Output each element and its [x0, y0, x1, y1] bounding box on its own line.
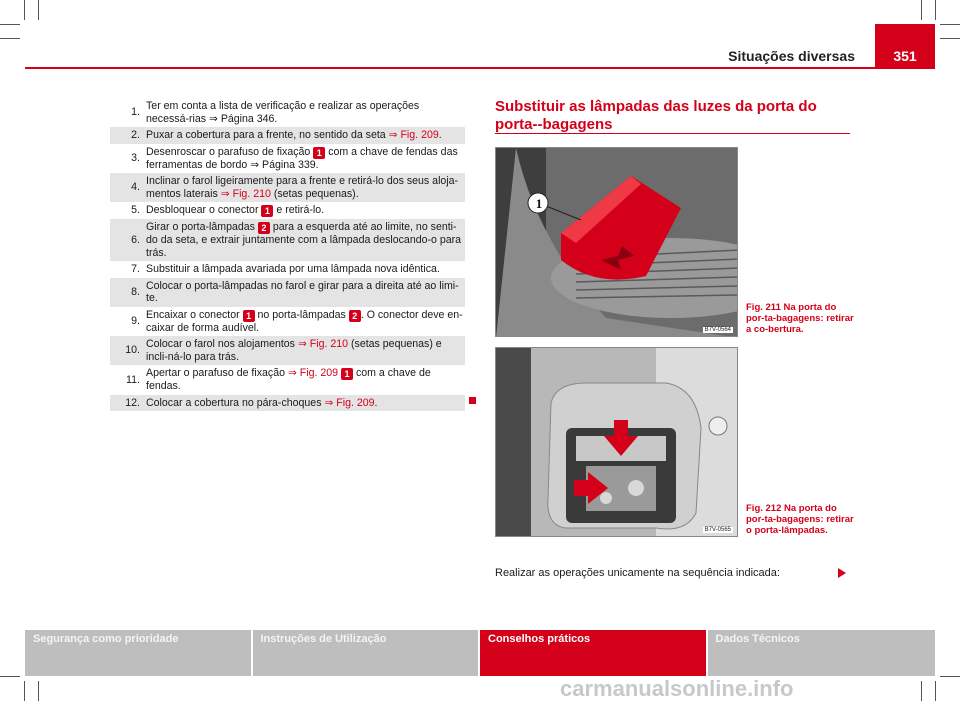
step-row — [110, 336, 465, 365]
figure-211-caption: Fig. 211 Na porta do por-ta-bagagens: retirar a co-bertura. — [746, 302, 854, 335]
step-list — [110, 98, 465, 411]
step-text — [144, 173, 465, 202]
step-text — [144, 202, 465, 219]
crop-mark — [935, 0, 936, 20]
step-text-run: e retirá-lo. — [273, 204, 325, 216]
instruction-text: Realizar as operações unicamente na sequência indicada: — [495, 567, 780, 579]
step-text-run: Colocar o porta-lâmpadas no farol e girar para a direita até ao limi-te. — [146, 279, 459, 304]
crop-mark — [935, 681, 936, 701]
figure-reference-link[interactable]: ⇒ Fig. 209 — [388, 129, 439, 141]
crop-mark — [24, 0, 25, 20]
step-number: 9. — [131, 315, 140, 327]
step-text — [144, 219, 465, 261]
step-text-run: Puxar a cobertura para a frente, no sentido da seta — [146, 129, 389, 141]
step-row — [110, 173, 465, 202]
section-title: Substituir as lâmpadas das luzes da porta do porta--bagagens — [495, 98, 817, 133]
step-row — [110, 219, 465, 261]
figure-212-image — [495, 347, 738, 537]
footer-nav — [25, 630, 935, 676]
step-text — [144, 336, 465, 365]
step-number: 1. — [131, 106, 140, 119]
step-text-run: Encaixar o conector — [146, 308, 243, 321]
figure-211-callout: 1 — [535, 196, 543, 211]
step-text — [144, 144, 465, 174]
section-title-rule — [495, 133, 850, 134]
crop-mark — [940, 38, 960, 39]
step-number: 12. — [125, 396, 140, 409]
footer-tab-seguranca[interactable]: Segurança como prioridade — [25, 630, 253, 676]
step-text-run: (setas pequenas). — [270, 187, 359, 200]
crop-mark — [24, 681, 25, 701]
figure-211-image — [495, 147, 738, 337]
footer-tab-dados[interactable]: Dados Técnicos — [708, 630, 936, 676]
crop-mark — [38, 681, 39, 701]
figure-reference-link[interactable]: ⇒ Fig. 209 — [287, 367, 339, 379]
header-rule — [25, 67, 875, 69]
step-text-run: . — [438, 129, 442, 141]
step-row — [110, 365, 465, 395]
step-number: 8. — [131, 285, 140, 298]
figure-reference-link[interactable]: ⇒ Fig. 209 — [324, 396, 375, 409]
crop-mark — [940, 676, 960, 677]
crop-mark — [921, 0, 922, 20]
step-row — [110, 127, 465, 144]
step-text-run: Colocar a cobertura no pára-choques — [146, 396, 325, 409]
step-text-run: Colocar o farol nos alojamentos — [146, 338, 298, 350]
figure-212-id: B7V-0565 — [704, 527, 731, 533]
step-row — [110, 278, 465, 307]
step-text — [144, 395, 465, 412]
crop-mark — [0, 38, 20, 39]
step-number: 11. — [126, 373, 140, 386]
step-text-run: Apertar o parafuso de fixação — [146, 367, 288, 379]
callout-number-badge: 1 — [313, 147, 325, 159]
continue-arrow-icon — [838, 568, 846, 578]
step-row — [110, 98, 465, 127]
step-text — [144, 278, 465, 307]
step-text — [144, 98, 465, 127]
step-number: 6. — [131, 233, 140, 246]
step-row — [110, 202, 465, 219]
step-text-run: no porta-lâmpadas — [254, 308, 349, 321]
callout-number-badge: 1 — [243, 310, 255, 322]
step-text-run: com a chave de fendas. — [146, 367, 431, 392]
callout-number-badge: 2 — [258, 222, 270, 234]
lamp-holder-illustration — [496, 348, 738, 537]
step-number: 4. — [131, 181, 140, 194]
step-text — [144, 261, 465, 278]
step-text-run: Inclinar o farol ligeiramente para a frente e retirá-lo dos seus aloja-mentos laterais — [146, 175, 459, 200]
callout-number-badge: 1 — [341, 368, 353, 380]
figure-211-id: B7V-0564 — [704, 327, 731, 333]
running-header-title: Situações diversas — [728, 48, 855, 64]
section-end-marker — [469, 397, 476, 404]
callout-number-badge: 1 — [261, 205, 273, 217]
step-text-run: com a chave de fendas das ferramentas de bordo ⇒ Página 339. — [146, 145, 458, 171]
step-number: 2. — [131, 129, 140, 141]
step-text-run: (setas pequenas) e incli-ná-lo para trás. — [146, 338, 442, 363]
crop-mark — [921, 681, 922, 701]
watermark: carmanualsonline.info — [560, 676, 794, 701]
callout-number-badge: 2 — [349, 310, 361, 322]
step-number: 3. — [131, 152, 140, 164]
step-row — [110, 261, 465, 278]
step-text-run: Girar o porta-lâmpadas — [146, 221, 258, 233]
step-text-run: para a esquerda até ao limite, no senti-do da seta, e extrair juntamente com a lâmpada deslocando-o para trás. — [146, 221, 462, 259]
step-number: 5. — [131, 204, 140, 217]
footer-tab-instrucoes[interactable]: Instruções de Utilização — [253, 630, 481, 676]
tailgate-cover-illustration — [496, 148, 738, 337]
step-text — [144, 307, 465, 337]
step-text — [144, 365, 465, 395]
step-row — [110, 395, 465, 412]
crop-mark — [940, 24, 960, 25]
step-row — [110, 307, 465, 337]
figure-reference-link[interactable]: ⇒ Fig. 210 — [220, 187, 271, 200]
step-text-run: . O conector deve en-caixar de forma audível. — [146, 308, 463, 334]
crop-mark — [0, 24, 20, 25]
step-text-run: Ter em conta a lista de verificação e realizar as operações necessá-rias ⇒ Página 346. — [146, 100, 420, 125]
crop-mark — [0, 676, 20, 677]
crop-mark — [38, 0, 39, 20]
step-number: 10. — [125, 344, 140, 357]
figure-212-caption: Fig. 212 Na porta do por-ta-bagagens: retirar o porta-lâmpadas. — [746, 503, 854, 536]
step-text-run: . — [374, 396, 378, 409]
step-text-run: Substituir a lâmpada avariada por uma lâmpada nova idêntica. — [146, 263, 440, 275]
step-row — [110, 144, 465, 174]
figure-reference-link[interactable]: ⇒ Fig. 210 — [297, 338, 349, 350]
footer-tab-conselhos[interactable]: Conselhos práticos — [480, 630, 708, 676]
step-number: 7. — [131, 263, 140, 275]
step-text-run: Desbloquear o conector — [146, 204, 262, 216]
step-text-run: Desenroscar o parafuso de fixação — [146, 145, 314, 158]
step-text — [144, 127, 465, 144]
page-number: 351 — [893, 48, 917, 64]
